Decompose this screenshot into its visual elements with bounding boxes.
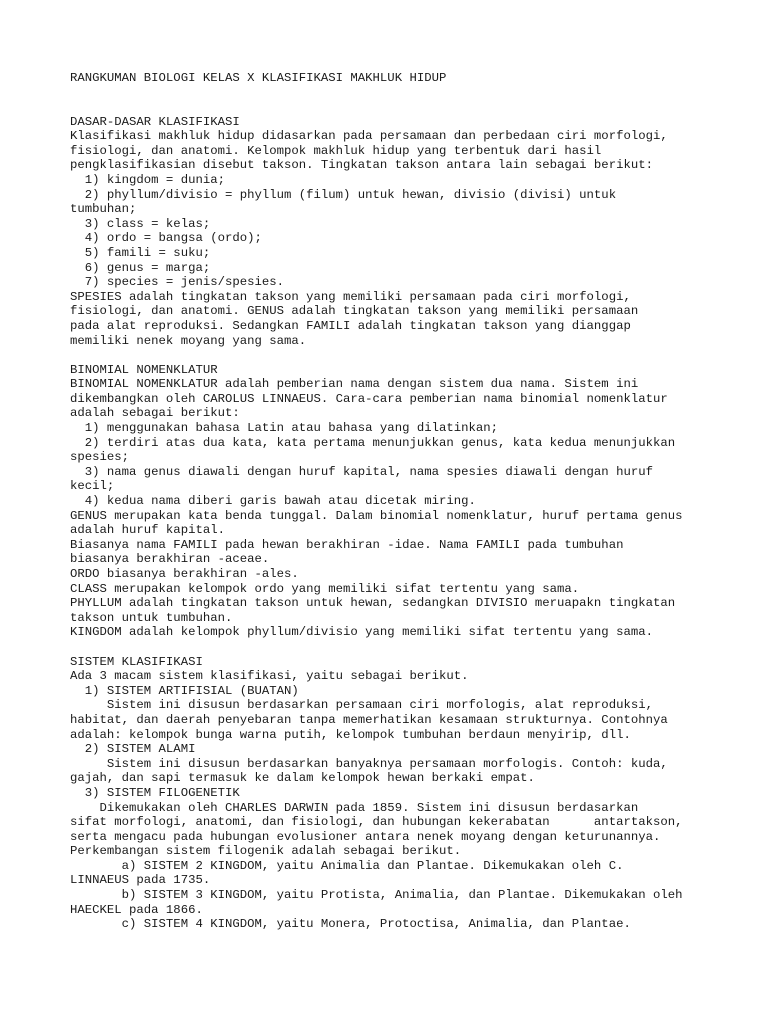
text-line: ORDO biasanya berakhiran -ales. [70,567,299,581]
text-line: Klasifikasi makhluk hidup didasarkan pada persamaan dan perbedaan ciri morfologi, [70,129,668,144]
text-line: memiliki nenek moyang yang sama. [70,333,307,348]
text-line: PHYLLUM adalah tingkatan takson untuk hewan, sedangkan DIVISIO meruapakn tingkatan [70,596,676,611]
text-line: Sistem ini disusun berdasarkan banyaknya persamaan morfologis. Contoh: kuda, [70,756,668,771]
text-line: CLASS merupakan kelompok ordo yang memiliki sifat tertentu yang sama. [70,581,580,596]
list-item: 3) nama genus diawali dengan huruf kapital, nama spesies diawali dengan huruf [70,464,653,479]
document-title: RANGKUMAN BIOLOGI KELAS X KLASIFIKASI MAKHLUK HIDUP [70,71,447,85]
text-line: adalah huruf kapital. [70,523,225,538]
document-page [70,71,760,932]
list-item: 1) menggunakan bahasa Latin atau bahasa yang dilatinkan; [70,421,499,436]
text-line: LINNAEUS pada 1735. [70,873,211,888]
section-heading-binomial-nomenklatur: BINOMIAL NOMENKLATUR [70,362,218,377]
text-line: Biasanya nama FAMILI pada hewan berakhiran -idae. Nama FAMILI pada tumbuhan [70,537,624,552]
spacer [70,86,760,115]
list-item: 2) terdiri atas dua kata, kata pertama menunjukkan genus, kata kedua menunjukkan [70,435,676,450]
text-line: Perkembangan sistem filogenik adalah sebagai berikut. [70,844,462,859]
list-item: 3) SISTEM FILOGENETIK [70,785,240,800]
list-item: 4) ordo = bangsa (ordo); [70,231,262,246]
text-line: adalah sebagai berikut: [70,406,240,421]
spacer [70,640,760,655]
text-line: habitat, dan daerah penyebaran tanpa memerhatikan kesamaan strukturnya. Contohnya [70,712,668,727]
list-item: c) SISTEM 4 KINGDOM, yaitu Monera, Protoctisa, Animalia, dan Plantae. [70,917,631,932]
text-line: biasanya berakhiran -aceae. [70,552,270,567]
section-heading-dasar-klasifikasi: DASAR-DASAR KLASIFIKASI [70,114,240,129]
text-line: HAECKEL pada 1866. [70,902,203,917]
section-body-sistem-klasifikasi [70,669,760,932]
text-line: pada alat reproduksi. Sedangkan FAMILI adalah tingkatan takson yang dianggap [70,318,631,333]
text-line: gajah, dan sapi termasuk ke dalam kelompok hewan berkaki empat. [70,771,535,786]
text-line: Ada 3 macam sistem klasifikasi, yaitu sebagai berikut. [70,669,469,684]
list-item: b) SISTEM 3 KINGDOM, yaitu Protista, Animalia, dan Plantae. Dikemukakan oleh [70,888,683,903]
text-line: dikembangkan oleh CAROLUS LINNAEUS. Cara-cara pemberian nama binomial nomenklatur [70,391,668,406]
text-line: fisiologi, dan anatomi. GENUS adalah tingkatan takson yang memiliki persamaan [70,304,639,319]
section-heading-sistem-klasifikasi: SISTEM KLASIFIKASI [70,654,203,669]
text-line: serta mengacu pada hubungan evolusioner antara nenek moyang dengan keturunannya. [70,829,661,844]
list-item: 2) SISTEM ALAMI [70,742,196,757]
text-line: fisiologi, dan anatomi. Kelompok makhluk hidup yang terbentuk dari hasil [70,143,602,158]
list-item: 4) kedua nama diberi garis bawah atau dicetak miring. [70,494,476,509]
text-line: SPESIES adalah tingkatan takson yang memiliki persamaan pada ciri morfologi, [70,289,631,304]
list-item: 1) kingdom = dunia; [70,172,225,187]
list-item: 6) genus = marga; [70,260,211,275]
text-line: pengklasifikasian disebut takson. Tingkatan takson antara lain sebagai berikut: [70,158,653,173]
list-item: 2) phyllum/divisio = phyllum (filum) untuk hewan, divisio (divisi) untuk [70,187,617,202]
text-line: spesies; [70,450,130,465]
text-line: Sistem ini disusun berdasarkan persamaan ciri morfologis, alat reproduksi, [70,698,653,713]
list-item: 3) class = kelas; [70,216,211,231]
text-line: kecil; [70,479,115,494]
section-body-dasar-klasifikasi [70,129,760,348]
section-body-binomial-nomenklatur [70,377,760,640]
list-item: 5) famili = suku; [70,245,211,260]
text-line: tumbuhan; [70,202,137,217]
text-line: GENUS merupakan kata benda tunggal. Dalam binomial nomenklatur, huruf pertama genus [70,508,683,523]
text-line: BINOMIAL NOMENKLATUR adalah pemberian nama dengan sistem dua nama. Sistem ini [70,377,639,392]
text-line: sifat morfologi, anatomi, dan fisiologi, dan hubungan kekerabatan antartakson, [70,815,683,830]
spacer [70,348,760,363]
text-line: takson untuk tumbuhan. [70,610,233,625]
text-line: KINGDOM adalah kelompok phyllum/divisio yang memiliki sifat tertentu yang sama. [70,625,653,640]
text-line: adalah: kelompok bunga warna putih, kelompok tumbuhan berdaun menyirip, dll. [70,727,631,742]
list-item: a) SISTEM 2 KINGDOM, yaitu Animalia dan Plantae. Dikemukakan oleh C. [70,858,624,873]
list-item: 7) species = jenis/spesies. [70,275,285,290]
text-line: Dikemukakan oleh CHARLES DARWIN pada 1859. Sistem ini disusun berdasarkan [70,800,639,815]
list-item: 1) SISTEM ARTIFISIAL (BUATAN) [70,683,299,698]
